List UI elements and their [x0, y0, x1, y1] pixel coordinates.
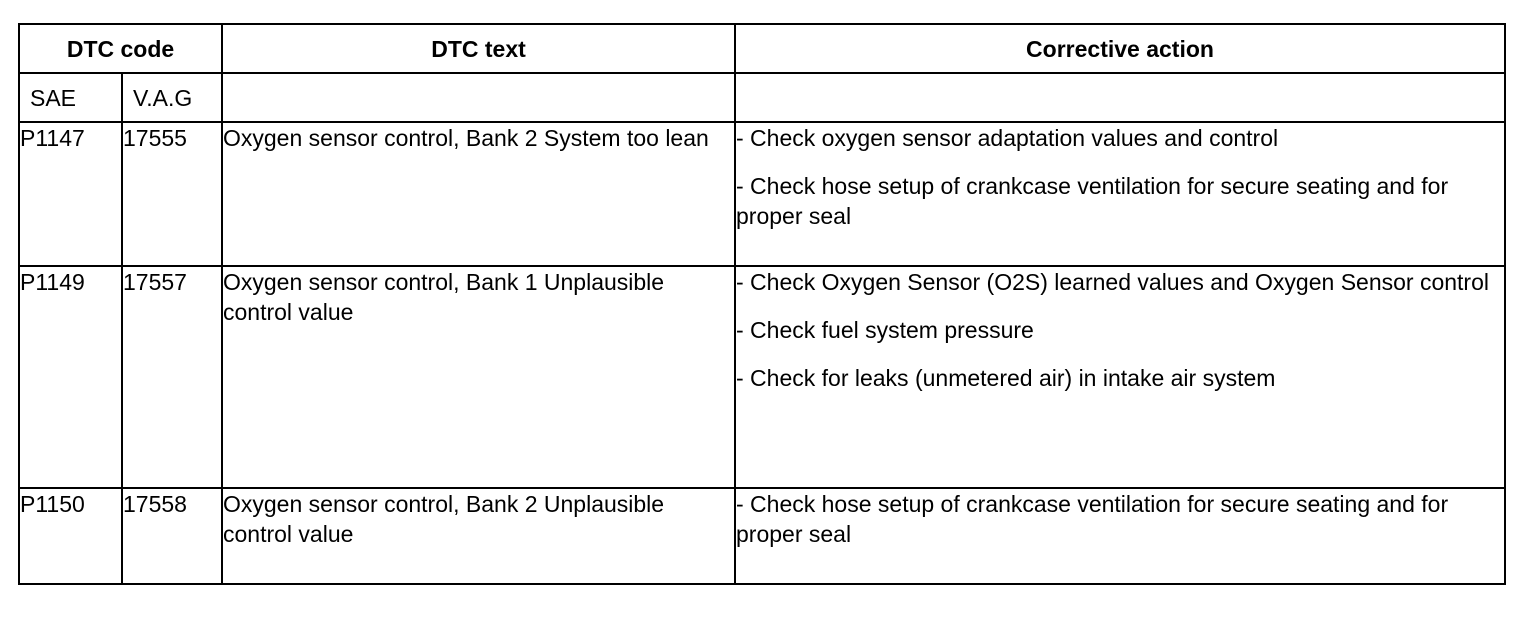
action-item: - Check hose setup of crankcase ventilation for secure seating and for proper seal — [736, 173, 1449, 229]
corrective-action-cell — [735, 488, 1505, 584]
subheader-empty-text — [222, 73, 735, 122]
vag-code-cell: 17557 — [122, 266, 222, 488]
corrective-action-cell — [735, 266, 1505, 488]
header-corrective-action: Corrective action — [735, 24, 1505, 73]
header-dtc-code: DTC code — [19, 24, 222, 73]
dtc-text-cell: Oxygen sensor control, Bank 1 Unplausible control value — [222, 266, 735, 488]
sae-code-cell: P1150 — [19, 488, 122, 584]
vag-code-cell: 17558 — [122, 488, 222, 584]
vag-code-cell: 17555 — [122, 122, 222, 266]
dtc-text-cell: Oxygen sensor control, Bank 2 Unplausible control value — [222, 488, 735, 584]
header-dtc-text: DTC text — [222, 24, 735, 73]
subheader-vag: V.A.G — [122, 73, 222, 122]
action-item: - Check Oxygen Sensor (O2S) learned values and Oxygen Sensor control — [736, 269, 1489, 295]
subheader-empty-action — [735, 73, 1505, 122]
action-item: - Check oxygen sensor adaptation values and control — [736, 125, 1279, 151]
table-row — [19, 488, 1505, 584]
header-row — [19, 24, 1505, 73]
table-row — [19, 122, 1505, 266]
action-item: - Check fuel system pressure — [736, 317, 1034, 343]
action-item: - Check hose setup of crankcase ventilation for secure seating and for proper seal — [736, 491, 1449, 547]
corrective-action-cell — [735, 122, 1505, 266]
action-item: - Check for leaks (unmetered air) in intake air system — [736, 365, 1276, 391]
subheader-sae: SAE — [19, 73, 122, 122]
subheader-row — [19, 73, 1505, 122]
dtc-text-cell: Oxygen sensor control, Bank 2 System too lean — [222, 122, 735, 266]
sae-code-cell: P1147 — [19, 122, 122, 266]
dtc-table — [18, 23, 1506, 585]
table-row — [19, 266, 1505, 488]
sae-code-cell: P1149 — [19, 266, 122, 488]
